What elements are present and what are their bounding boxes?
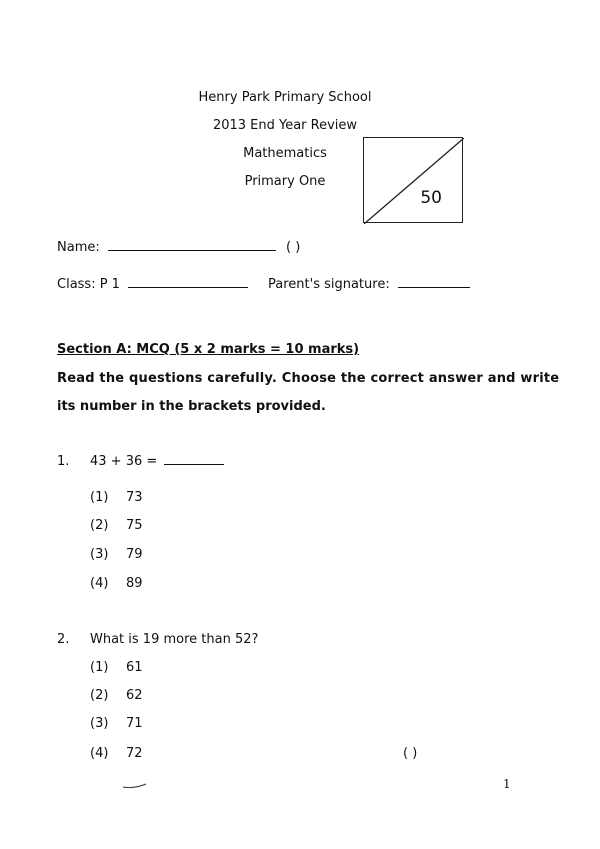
option-value: 62 [126, 688, 143, 703]
question-1-option-1 [90, 490, 143, 505]
name-label: Name: [57, 240, 100, 255]
question-2-answer-brackets[interactable]: ( ) [403, 746, 418, 761]
page-number: 1 [503, 777, 511, 791]
option-value: 61 [126, 660, 143, 675]
scan-mark [122, 782, 148, 790]
option-label: (2) [90, 688, 109, 703]
option-label: (1) [90, 660, 109, 675]
parent-signature-field[interactable] [398, 287, 470, 288]
school-name: Henry Park Primary School [198, 90, 372, 105]
option-label: (4) [90, 576, 109, 591]
exam-title: 2013 End Year Review [212, 118, 358, 133]
question-1-text: 43 + 36 = [90, 454, 158, 469]
score-box-diagonal [364, 138, 464, 224]
option-label: (4) [90, 746, 109, 761]
question-2-option-3 [90, 716, 143, 731]
question-2-option-2 [90, 688, 143, 703]
section-a-title: Section A: MCQ (5 x 2 marks = 10 marks) [57, 342, 360, 357]
instructions-line-1: Read the questions carefully. Choose the correct answer and write [57, 371, 560, 386]
question-2-text: What is 19 more than 52? [90, 632, 259, 647]
subject-title: Mathematics [243, 146, 327, 161]
level-title: Primary One [244, 174, 326, 189]
question-1-option-4 [90, 576, 143, 591]
question-2-number: 2. [57, 632, 70, 647]
question-2-option-1 [90, 660, 143, 675]
index-brackets: ( ) [286, 240, 301, 255]
option-label: (1) [90, 490, 109, 505]
option-value: 73 [126, 490, 143, 505]
name-row [57, 240, 300, 255]
option-value: 72 [126, 746, 143, 761]
class-label: Class: P 1 [57, 277, 120, 292]
parent-signature-label: Parent's signature: [268, 277, 390, 292]
question-1-answer-blank[interactable] [164, 464, 224, 465]
option-label: (3) [90, 547, 109, 562]
signature-row [268, 277, 470, 292]
question-1-option-2 [90, 518, 143, 533]
instructions-line-2: its number in the brackets provided. [57, 399, 326, 414]
score-total: 50 [420, 188, 442, 208]
score-box [363, 137, 463, 223]
question-1-number: 1. [57, 454, 70, 469]
class-row [57, 277, 248, 292]
question-1-option-3 [90, 547, 143, 562]
option-value: 75 [126, 518, 143, 533]
option-value: 89 [126, 576, 143, 591]
option-label: (3) [90, 716, 109, 731]
question-2-option-4 [90, 746, 143, 761]
class-field[interactable] [128, 287, 248, 288]
option-label: (2) [90, 518, 109, 533]
option-value: 71 [126, 716, 143, 731]
question-1-text-row [90, 454, 224, 469]
option-value: 79 [126, 547, 143, 562]
name-field[interactable] [108, 250, 276, 251]
